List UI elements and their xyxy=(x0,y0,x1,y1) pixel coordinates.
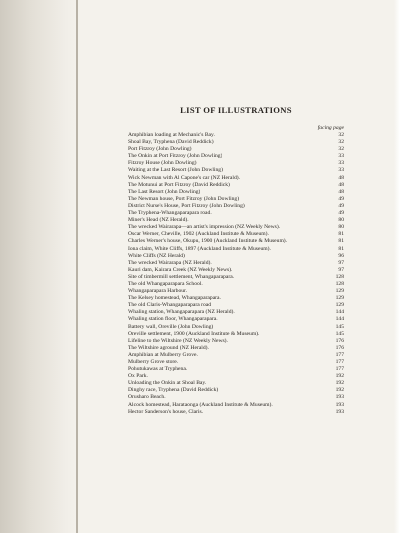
page-number: 145 xyxy=(335,323,344,330)
page-number: 81 xyxy=(338,245,344,252)
binding-shadow xyxy=(0,0,78,533)
page-number: 128 xyxy=(335,273,344,280)
list-item xyxy=(128,267,344,274)
page-number: 49 xyxy=(338,210,344,217)
page-number: 192 xyxy=(335,373,344,380)
illustration-caption: Battery wall, Oreville (John Dowling) xyxy=(128,323,214,330)
illustration-caption: Whaling station, Whangaparapara (NZ Herald). xyxy=(128,309,235,316)
illustration-caption: The Wiltshire aground (NZ Herald). xyxy=(128,344,209,351)
illustration-caption: Waiting at the Last Resort (John Dowling) xyxy=(128,167,223,174)
page-number: 49 xyxy=(338,195,344,202)
page-number: 177 xyxy=(335,351,344,358)
page-number: 193 xyxy=(335,401,344,408)
page-number: 49 xyxy=(338,202,344,209)
illustration-caption: Unloading the Onkin at Shoal Bay. xyxy=(128,380,207,387)
list-item xyxy=(128,281,344,288)
page-number: 97 xyxy=(338,259,344,266)
page-number: 32 xyxy=(338,132,344,138)
illustration-caption: Iona claim, White Cliffs, 1897 (Auckland Institute & Museum). xyxy=(128,245,271,252)
illustration-caption: District Nurse's House, Port Fitzroy (John Dowling) xyxy=(128,202,245,209)
illustration-caption: Whaling station floor, Whangaparapara. xyxy=(128,316,218,323)
page-edge xyxy=(394,0,400,533)
page-number: 193 xyxy=(335,394,344,401)
page-number: 33 xyxy=(338,167,344,174)
list-item xyxy=(128,345,344,352)
list-item xyxy=(128,217,344,224)
list-item xyxy=(128,380,344,387)
list-item xyxy=(128,196,344,203)
page-number: 144 xyxy=(335,309,344,316)
list-item xyxy=(128,189,344,196)
page-number: 81 xyxy=(338,238,344,245)
illustration-caption: The Tryphena-Whangaparapara road. xyxy=(128,210,212,217)
illustration-caption: Dinghy race, Tryphena (David Reddick) xyxy=(128,387,219,394)
list-item xyxy=(128,231,344,238)
illustration-caption: The old Whangaparapara School. xyxy=(128,280,203,287)
page-number: 192 xyxy=(335,387,344,394)
illustration-caption: Wick Newman with Al Capone's car (NZ Herald). xyxy=(128,174,241,181)
list-item xyxy=(128,253,344,260)
page-number: 48 xyxy=(338,174,344,181)
page-number: 129 xyxy=(335,288,344,295)
illustration-caption: Alcock homestead, Harataonga (Auckland Institute & Museum). xyxy=(128,401,273,408)
list-item xyxy=(128,274,344,281)
list-item xyxy=(128,224,344,231)
list-item xyxy=(128,238,344,245)
list-item xyxy=(128,210,344,217)
illustration-caption: Site of timbermill settlement, Whangaparapara. xyxy=(128,273,235,280)
page-number: 177 xyxy=(335,359,344,365)
list-item xyxy=(128,387,344,394)
list-item xyxy=(128,302,344,309)
page-number: 129 xyxy=(335,302,344,309)
column-label-facing-page: facing page xyxy=(317,125,344,131)
illustration-caption: The Last Resort (John Dowling) xyxy=(128,188,201,195)
list-item xyxy=(128,182,344,189)
list-item xyxy=(128,260,344,267)
illustration-caption: Lifeline to the Wiltshire (NZ Weekly News). xyxy=(128,337,228,344)
list-item xyxy=(128,324,344,331)
illustrations-list xyxy=(128,132,344,416)
page-title: LIST OF ILLUSTRATIONS xyxy=(180,105,292,115)
page-number: 32 xyxy=(338,146,344,153)
list-item xyxy=(128,409,344,416)
illustration-caption: Port Fitzroy (John Dowling) xyxy=(128,146,192,153)
binding-edge xyxy=(76,0,78,533)
page-number: 128 xyxy=(335,280,344,287)
page-number: 81 xyxy=(338,231,344,238)
illustration-caption: The wrecked Wairarapa (NZ Herald). xyxy=(128,259,212,266)
illustration-caption: Amphibian at Mulberry Grove. xyxy=(128,351,198,358)
illustration-caption: Shoal Bay, Tryphena (David Reddick) xyxy=(128,139,214,146)
illustration-caption: Mulberry Grove store. xyxy=(128,359,179,365)
list-item xyxy=(128,352,344,359)
illustration-caption: The Onkin at Port Fitzroy (John Dowling) xyxy=(128,153,223,160)
illustration-caption: The Motunui at Port Fitzroy (David Reddick) xyxy=(128,181,230,188)
page-number: 32 xyxy=(338,139,344,146)
illustration-caption: Kauri dam, Kairara Creek (NZ Weekly News). xyxy=(128,266,233,273)
page-number: 192 xyxy=(335,380,344,387)
illustration-caption: Ox Park. xyxy=(128,373,148,380)
page-number: 33 xyxy=(338,153,344,160)
page-number: 48 xyxy=(338,181,344,188)
page-number: 80 xyxy=(338,217,344,224)
list-item xyxy=(128,309,344,316)
page-number: 177 xyxy=(335,366,344,373)
list-item xyxy=(128,153,344,160)
illustration-caption: Orusharo Beach. xyxy=(128,394,166,401)
list-item xyxy=(128,295,344,302)
illustration-caption: The Kelsey homestead, Whangaparapara. xyxy=(128,295,221,302)
illustration-caption: Charles Werner's house, Okupu, 1900 (Auckland Institute & Museum). xyxy=(128,238,288,245)
page-number: 176 xyxy=(335,337,344,344)
page-number: 129 xyxy=(335,295,344,302)
illustration-caption: The wrecked Wairarapa—an artist's impression (NZ Weekly News). xyxy=(128,224,281,231)
list-item xyxy=(128,288,344,295)
list-item xyxy=(128,203,344,210)
list-item xyxy=(128,402,344,409)
list-item xyxy=(128,338,344,345)
list-item xyxy=(128,132,344,139)
list-item xyxy=(128,316,344,323)
page-number: 176 xyxy=(335,344,344,351)
list-item xyxy=(128,359,344,366)
list-item xyxy=(128,160,344,167)
list-item xyxy=(128,366,344,373)
list-item xyxy=(128,373,344,380)
page-number: 48 xyxy=(338,188,344,195)
illustration-caption: White Cliffs (NZ Herald) xyxy=(128,252,185,259)
illustration-caption: Amphibian loading at Mechanic's Bay. xyxy=(128,132,215,138)
list-item xyxy=(128,331,344,338)
list-item xyxy=(128,394,344,401)
illustration-caption: Pohutukawas at Tryphena. xyxy=(128,366,188,373)
page-number: 96 xyxy=(338,252,344,259)
list-item xyxy=(128,139,344,146)
page-number: 193 xyxy=(335,408,344,415)
illustration-caption: Hector Sanderson's house, Claris. xyxy=(128,408,204,415)
illustration-caption: The old Claris-Whangaparapara road xyxy=(128,302,212,309)
illustration-caption: The Newman house, Port Fitzroy (John Dowling) xyxy=(128,195,240,202)
illustration-caption: Oscar Werner, Cheville, 1902 (Auckland Institute & Museum). xyxy=(128,231,269,238)
page-number: 145 xyxy=(335,330,344,337)
list-item xyxy=(128,146,344,153)
page-number: 97 xyxy=(338,266,344,273)
illustration-caption: Oreville settlement, 1900 (Auckland Institute & Museum). xyxy=(128,330,260,337)
illustration-caption: Whangaparapara Harbour. xyxy=(128,288,188,295)
illustrations-list-section xyxy=(128,105,344,416)
list-item xyxy=(128,246,344,253)
page-number: 80 xyxy=(338,224,344,231)
list-item xyxy=(128,167,344,174)
page-number: 33 xyxy=(338,160,344,167)
illustration-caption: Fitzroy House (John Dowling) xyxy=(128,160,197,167)
illustration-caption: Miner's Head (NZ Herald). xyxy=(128,217,189,224)
page-number: 144 xyxy=(335,316,344,323)
list-item xyxy=(128,175,344,182)
